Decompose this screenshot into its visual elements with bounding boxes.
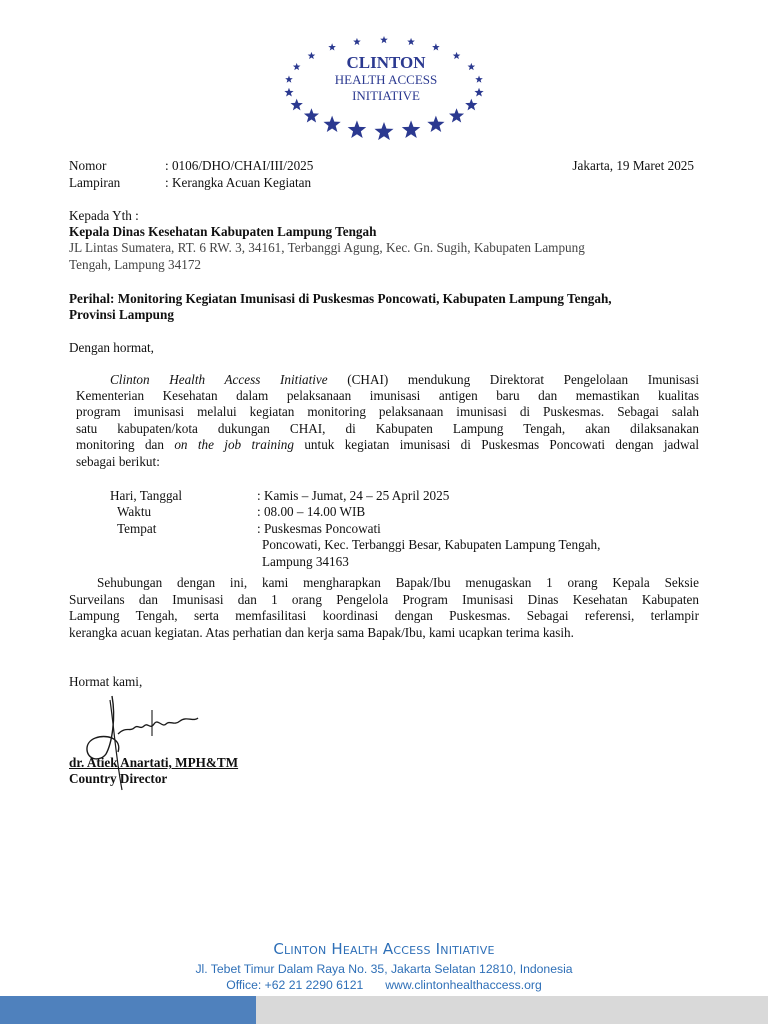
logo-star-icon (284, 88, 293, 97)
para1-line2: Kementerian Kesehatan dalam pelaksanaan imunisasi antigen baru dan memastikan kualitas (76, 388, 699, 403)
para1-line1 (110, 372, 699, 389)
para1-line5 (76, 437, 699, 454)
para1-line1-rest: (CHAI) mendukung Direktorat Pengelolaan Imunisasi (327, 372, 699, 387)
logo-star-icon (407, 38, 415, 45)
logo-star-icon (465, 99, 477, 111)
place-date: Jakarta, 19 Maret 2025 (572, 158, 694, 173)
logo-line2: HEALTH ACCESS (334, 72, 438, 87)
logo-star-icon (475, 75, 483, 82)
nomor-label: Nomor (69, 158, 107, 173)
schedule-day-label: Hari, Tanggal (110, 488, 183, 503)
closing: Hormat kami, (69, 674, 143, 689)
org-name-italic: Clinton Health Access Initiative (110, 372, 328, 387)
recipient-name: Kepala Dinas Kesehatan Kabupaten Lampung Tengah (69, 224, 377, 239)
para1-line4: satu kabupaten/kota dukungan CHAI, di Kabupaten Lampung Tengah, akan dilaksanakan (76, 421, 699, 436)
para2-line3: Lampung Tengah, serta memfasilitasi koordinasi dengan Puskesmas. Sebagai referensi, terlampir (69, 608, 699, 623)
schedule-place-line3: Lampung 34163 (262, 554, 349, 569)
logo-star-icon (374, 122, 393, 140)
footer-contact (0, 978, 768, 992)
logo-line3: INITIATIVE (352, 88, 420, 103)
logo-star-icon (308, 52, 316, 59)
logo-star-icon (402, 120, 421, 138)
para1-line5-post: untuk kegiatan imunisasi di Puskesmas Poncowati dengan jadwal (294, 437, 700, 452)
footer-website[interactable]: www.clintonhealthaccess.org (385, 978, 542, 992)
greeting: Dengan hormat, (69, 340, 154, 355)
logo-star-icon (285, 75, 293, 82)
logo-star-icon (380, 36, 388, 43)
subject-line-2: Provinsi Lampung (69, 307, 174, 322)
para2-line4: kerangka acuan kegiatan. Atas perhatian dan kerja sama Bapak/Ibu, kami ucapkan terima kasih. (69, 625, 574, 640)
footer-office: Office: +62 21 2290 6121 (226, 978, 364, 992)
footer-bar-grey (256, 996, 768, 1024)
lampiran-row (69, 175, 311, 192)
logo-star-icon (474, 88, 483, 97)
recipient-address-2: Tengah, Lampung 34172 (69, 257, 202, 272)
schedule-place-label: Tempat (117, 521, 157, 536)
signatory-name: dr. Atiek Anartati, MPH&TM (69, 755, 239, 770)
logo-star-icon (449, 108, 464, 122)
logo-star-icon (427, 116, 444, 132)
logo-star-icon (293, 63, 301, 70)
para2-line1: Sehubungan dengan ini, kami mengharapkan Bapak/Ibu menugaskan 1 orang Kepala Seksie (97, 575, 699, 590)
logo-star-icon (348, 120, 367, 138)
schedule-place-value: : Puskesmas Poncowati (257, 521, 381, 536)
subject-line-1: Perihal: Monitoring Kegiatan Imunisasi di Puskesmas Poncowati, Kabupaten Lampung Tengah, (69, 291, 612, 306)
schedule-time-label: Waktu (117, 504, 152, 519)
signatory-title: Country Director (69, 771, 168, 786)
logo-star-icon (291, 99, 303, 111)
para1-line5-pre: monitoring dan (76, 437, 175, 452)
logo-star-icon (304, 108, 319, 122)
recipient-address-1: JL Lintas Sumatera, RT. 6 RW. 3, 34161, Terbanggi Agung, Kec. Gn. Sugih, Kabupaten Lampung (69, 240, 585, 255)
lampiran-value: : Kerangka Acuan Kegiatan (165, 175, 312, 190)
footer-org (0, 940, 768, 958)
logo-star-icon (468, 63, 476, 70)
para2-line2: Surveilans dan Imunisasi dan 1 orang Pengelola Program Imunisasi Dinas Kesehatan Kabupaten (69, 592, 699, 607)
para1-line6: sebagai berikut: (76, 454, 160, 469)
schedule-day-value: : Kamis – Jumat, 24 – 25 April 2025 (257, 488, 450, 503)
logo-star-icon (432, 43, 440, 50)
para1-line3: program imunisasi melalui kegiatan monitoring pelaksanaan imunisasi di Puskesmas. Sebagai salah (76, 404, 699, 419)
schedule-place-line2: Poncowati, Kec. Terbanggi Besar, Kabupaten Lampung Tengah, (262, 537, 601, 552)
lampiran-label: Lampiran (69, 175, 121, 190)
nomor-value: : 0106/DHO/CHAI/III/2025 (165, 158, 314, 173)
logo-star-icon (328, 43, 336, 50)
logo-star-icon (353, 38, 361, 45)
chai-logo (276, 28, 492, 140)
logo-star-icon (323, 116, 340, 132)
recipient-intro: Kepada Yth : (69, 208, 139, 223)
schedule-time-value: : 08.00 – 14.00 WIB (257, 504, 366, 519)
footer-org-text: Clinton Health Access Initiative (273, 940, 495, 958)
nomor-row (69, 158, 313, 175)
footer-bar-blue (0, 996, 256, 1024)
logo-line1: CLINTON (346, 53, 426, 72)
on-the-job-italic: on the job training (174, 437, 294, 452)
logo-star-icon (453, 52, 461, 59)
footer-address: Jl. Tebet Timur Dalam Raya No. 35, Jakarta Selatan 12810, Indonesia (195, 962, 573, 976)
